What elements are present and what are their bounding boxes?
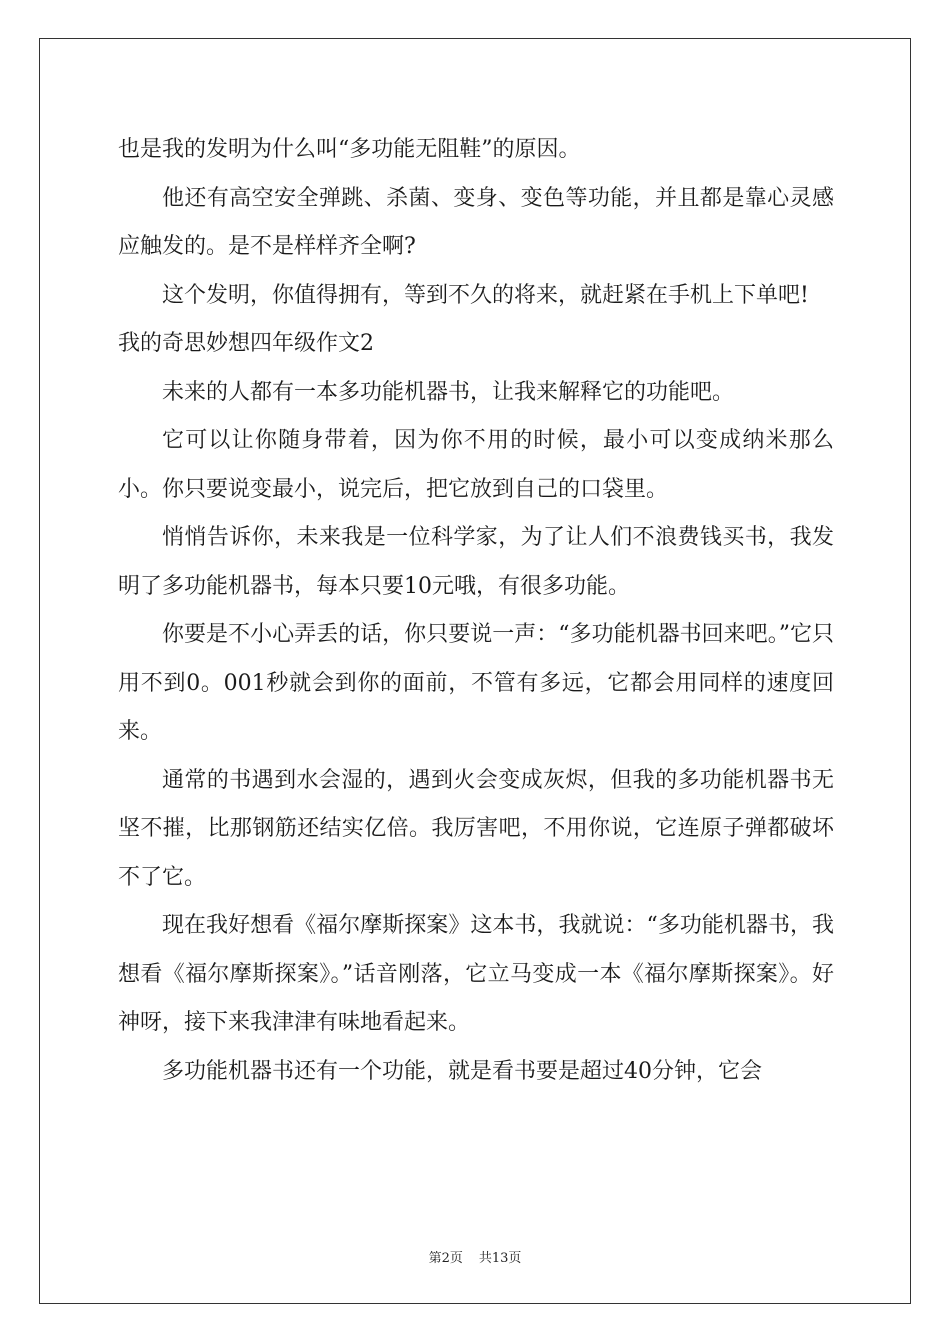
paragraph: 它可以让你随身带着，因为你不用的时候，最小可以变成纳米那么小。你只要说变最小，说完后，把它放到自己的口袋里。 (118, 428, 834, 502)
paragraph: 他还有高空安全弹跳、杀菌、变身、变色等功能，并且都是靠心灵感应触发的。是不是样样齐全啊? (118, 185, 834, 259)
paragraph: 这个发明，你值得拥有，等到不久的将来，就赶紧在手机上下单吧! (162, 282, 809, 308)
page-number: 第2页 (428, 1251, 463, 1266)
paragraph: 通常的书遇到水会湿的，遇到火会变成灰烬，但我的多功能机器书无坚不摧，比那钢筋还结实亿倍。我厉害吧，不用你说，它连原子弹都破坏不了它。 (118, 767, 834, 890)
paragraph-continuation: 也是我的发明为什么叫“多功能无阻鞋”的原因。 (118, 137, 581, 162)
paragraph: 多功能机器书还有一个功能，就是看书要是超过40分钟，它会 (162, 1058, 762, 1084)
paragraph: 你要是不小心弄丢的话，你只要说一声：“多功能机器书回来吧。”它只用不到0。001秒就会到你的面前，不管有多远，它都会用同样的速度回来。 (118, 622, 834, 744)
page-total: 共13页 (478, 1251, 522, 1266)
page-footer (0, 1247, 950, 1266)
paragraph: 悄悄告诉你，未来我是一位科学家，为了让人们不浪费钱买书，我发明了多功能机器书，每本只要10元哦，有很多功能。 (118, 525, 834, 599)
paragraph: 现在我好想看《福尔摩斯探案》这本书，我就说：“多功能机器书，我想看《福尔摩斯探案》。”话音刚落，它立马变成一本《福尔摩斯探案》。好神呀，接下来我津津有味地看起来。 (118, 913, 834, 1035)
section-heading: 我的奇思妙想四年级作文2 (118, 331, 374, 356)
paragraph: 未来的人都有一本多功能机器书，让我来解释它的功能吧。 (162, 379, 735, 405)
document-body (118, 126, 834, 1096)
